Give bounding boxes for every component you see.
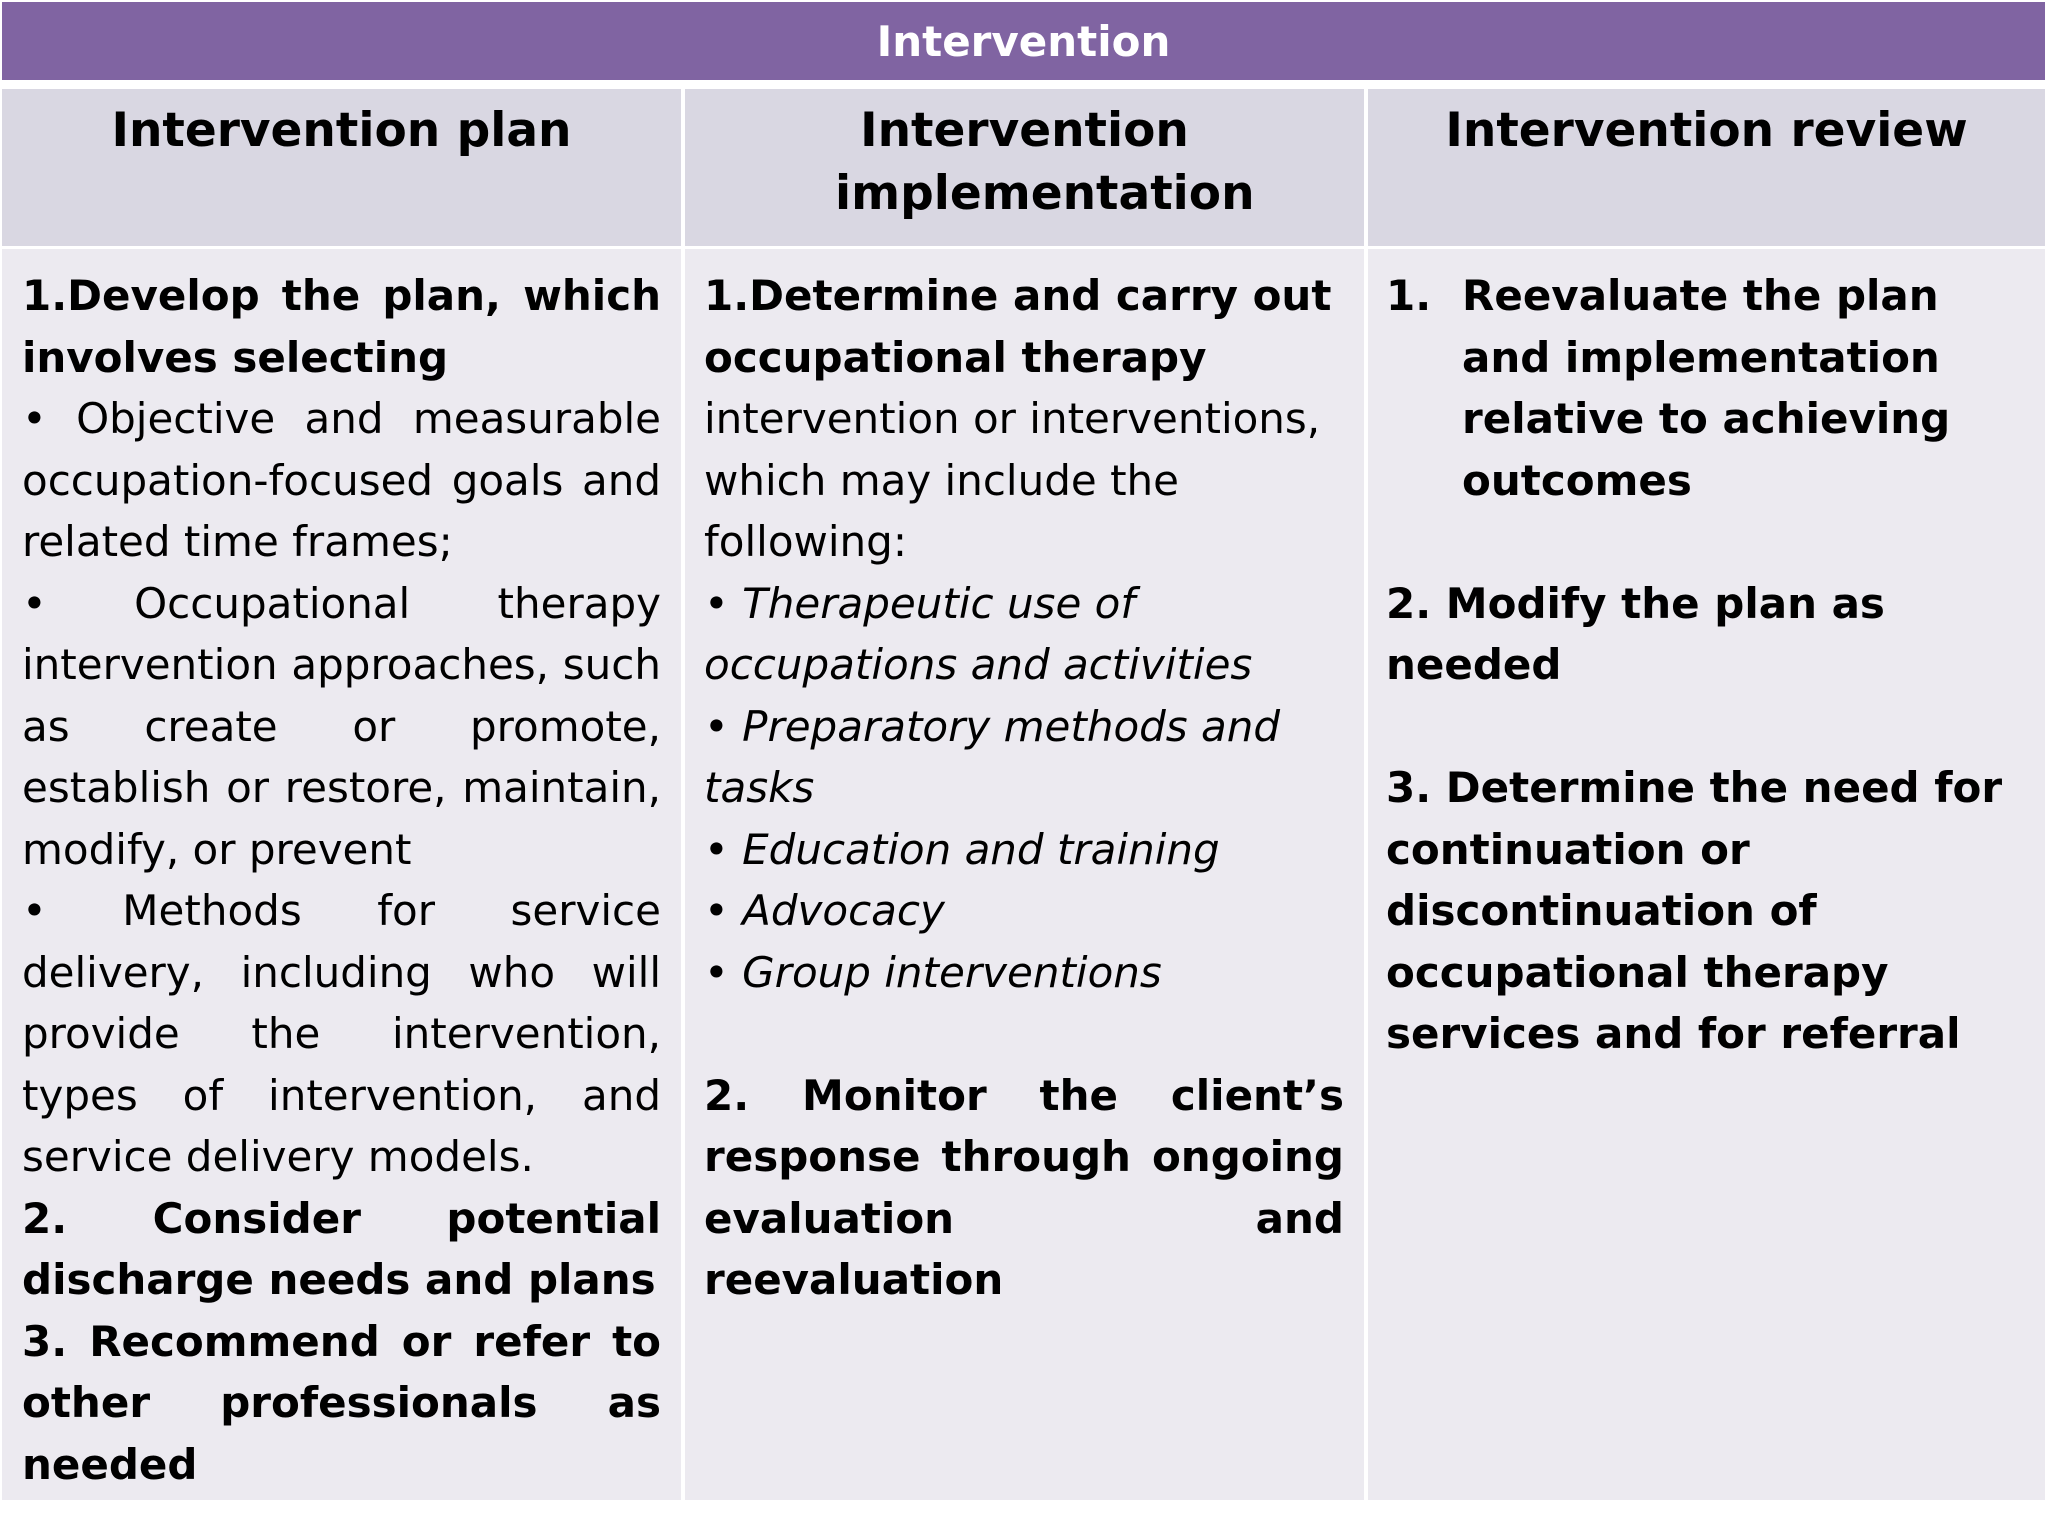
- implementation-bullet: • Therapeutic use of occupations and activities: [704, 578, 1253, 689]
- column-body-plan: [2, 249, 681, 1500]
- review-item-1-number: 1.: [1386, 271, 1432, 320]
- spacer: [1386, 511, 2025, 573]
- column-body-implementation: [685, 249, 1364, 1500]
- plan-item-2: 2. Consider potential discharge needs and plans: [22, 1193, 661, 1304]
- plan-item-1: 1.Develop the plan, which involves selecting: [22, 271, 661, 382]
- column-header-label: Intervention review: [1445, 103, 1968, 158]
- column-body-review: [1368, 249, 2045, 1500]
- column-header-label: Intervention plan: [111, 103, 572, 158]
- implementation-item-1-rest: intervention or interventions, which may include the following:: [704, 394, 1321, 566]
- review-item-2: 2. Modify the plan as needed: [1386, 578, 1885, 689]
- implementation-bullet: • Education and training: [704, 824, 1220, 874]
- review-item-1-text: Reevaluate the plan and implementation relative to achieving outcomes: [1462, 271, 1951, 505]
- implementation-bullet: • Preparatory methods and tasks: [704, 701, 1281, 812]
- plan-bullet-approaches: • Occupational therapy intervention approaches, such as create or promote, establish or restore, maintain, modify, or prevent: [22, 578, 661, 874]
- implementation-bullet: • Group interventions: [704, 947, 1162, 997]
- implementation-item-1-bold: 1.Determine and carry out occupational therapy: [704, 271, 1332, 382]
- column-header-plan: [2, 89, 681, 246]
- table-title: Intervention: [2, 2, 2045, 80]
- implementation-item-2: 2. Monitor the client’s response through ongoing evaluation and reevaluation: [704, 1070, 1344, 1304]
- plan-bullet-methods: • Methods for service delivery, including who will provide the intervention, types of intervention, and service delivery models.: [22, 886, 661, 1181]
- implementation-item-1: [704, 265, 1344, 573]
- column-header-review: [1368, 89, 2045, 246]
- implementation-bullet: • Advocacy: [704, 886, 945, 935]
- review-item-1: [1386, 265, 2025, 511]
- plan-item-3: 3. Recommend or refer to other professionals as needed: [22, 1316, 661, 1489]
- column-header-implementation: [685, 89, 1364, 246]
- column-header-label: Intervention implementation: [835, 103, 1255, 221]
- spacer: [1386, 696, 2025, 758]
- plan-bullet-goals: • Objective and measurable occupation-focused goals and related time frames;: [22, 394, 661, 566]
- spacer: [704, 1003, 1344, 1065]
- review-item-3: 3. Determine the need for continuation or discontinuation of occupational therapy services and for referral: [1386, 763, 2003, 1058]
